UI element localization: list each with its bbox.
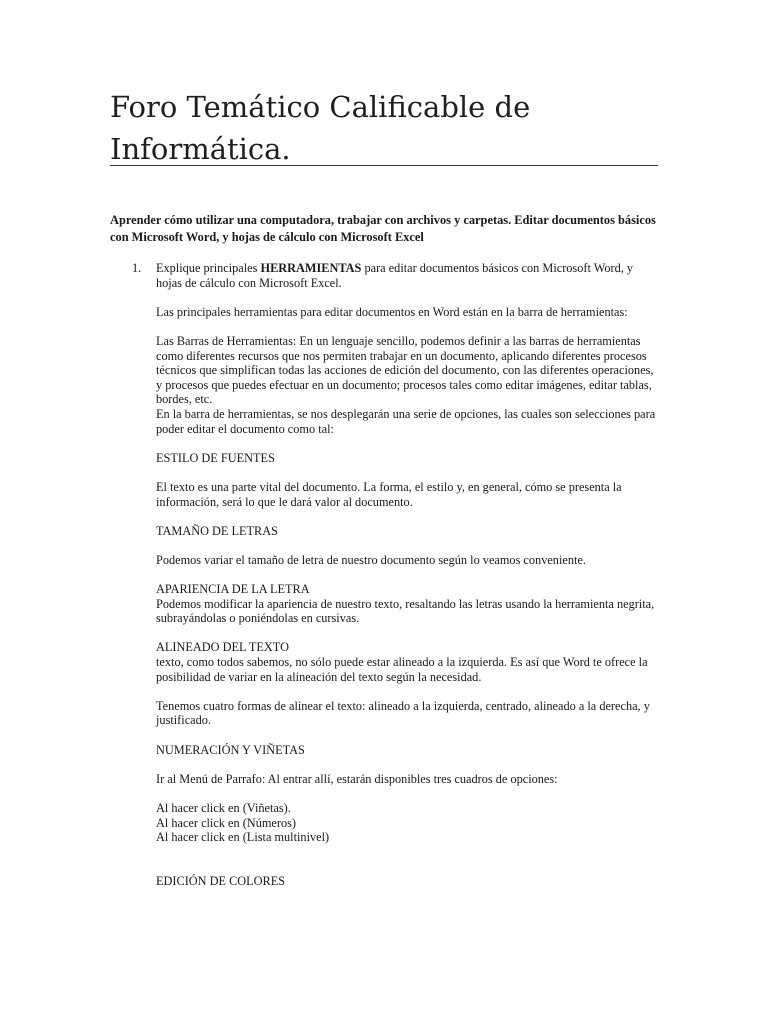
- list-line-vinetas: Al hacer click en (Viñetas).: [156, 800, 291, 815]
- heading-edicion-colores: EDICIÓN DE COLORES: [156, 873, 286, 888]
- heading-alineado: ALINEADO DEL TEXTO: [156, 640, 289, 655]
- question: [156, 261, 660, 290]
- paragraph-barra-opciones: En la barra de herramientas, se nos desplegarán una serie de opciones, las cuales son selecciones para poder editar el documento como tal:: [156, 406, 656, 436]
- heading-tamano-letras: TAMAÑO DE LETRAS: [156, 523, 278, 538]
- paragraph-estilo: El texto es una parte vital del documento. La forma, el estilo y, en general, cómo se presenta la información, será lo que le dará valor al documento.: [156, 479, 622, 509]
- list-item-number: 1.: [132, 261, 142, 275]
- paragraph-apariencia: Podemos modificar la apariencia de nuestro texto, resaltando las letras usando la herramienta negrita, subrayándolas o poniéndolas en cursivas.: [156, 596, 655, 626]
- list-item-content: [156, 261, 660, 903]
- intro-paragraph: Aprender cómo utilizar una computadora, trabajar con archivos y carpetas. Editar documentos básicos con Microsoft Word, y hojas de cálculo con Microsoft Excel: [110, 213, 656, 244]
- paragraph-barras: Las Barras de Herramientas: En un lenguaje sencillo, podemos definir a las barras de herramientas como diferentes recursos que nos permiten trabajar en un documento, aplicando diferentes procesos técnicos que simplifican todas las acciones de edición del documento, con las diferentes operaciones, y procesos que puedes efectuar en un documento; procesos tales como editar imágenes, editar tablas, bordes, etc.: [156, 333, 654, 407]
- document-title: Foro Temático Calificable de Informática.: [110, 90, 531, 166]
- heading-estilo-fuentes: ESTILO DE FUENTES: [156, 450, 275, 465]
- paragraph-menu: Ir al Menú de Parrafo: Al entrar allí, estarán disponibles tres cuadros de opciones:: [156, 771, 558, 786]
- heading-apariencia: APARIENCIA DE LA LETRA: [156, 582, 310, 597]
- title-underline: [110, 165, 658, 166]
- question-post: para editar documentos básicos con Microsoft Word, y hojas de cálculo con Microsoft Excel.: [156, 261, 634, 290]
- question-keyword: HERRAMIENTAS: [260, 261, 362, 275]
- list-line-multinivel: Al hacer click en (Lista multinivel): [156, 830, 330, 845]
- question-pre: Explique principales: [156, 261, 261, 275]
- paragraph-formas: Tenemos cuatro formas de alinear el texto: alineado a la izquierda, centrado, alineado a la derecha, y justificado.: [156, 698, 650, 728]
- paragraph-intro: Las principales herramientas para editar documentos en Word están en la barra de herramientas:: [156, 304, 628, 319]
- paragraph-tamano: Podemos variar el tamaño de letra de nuestro documento según lo veamos conveniente.: [156, 552, 586, 567]
- paragraph-alineado: texto, como todos sabemos, no sólo puede estar alineado a la izquierda. Es así que Word te ofrece la posibilidad de variar en la alineación del texto según la necesidad.: [156, 655, 648, 684]
- list-line-numeros: Al hacer click en (Números): [156, 815, 296, 830]
- heading-numeracion: NUMERACIÓN Y VIÑETAS: [156, 742, 305, 757]
